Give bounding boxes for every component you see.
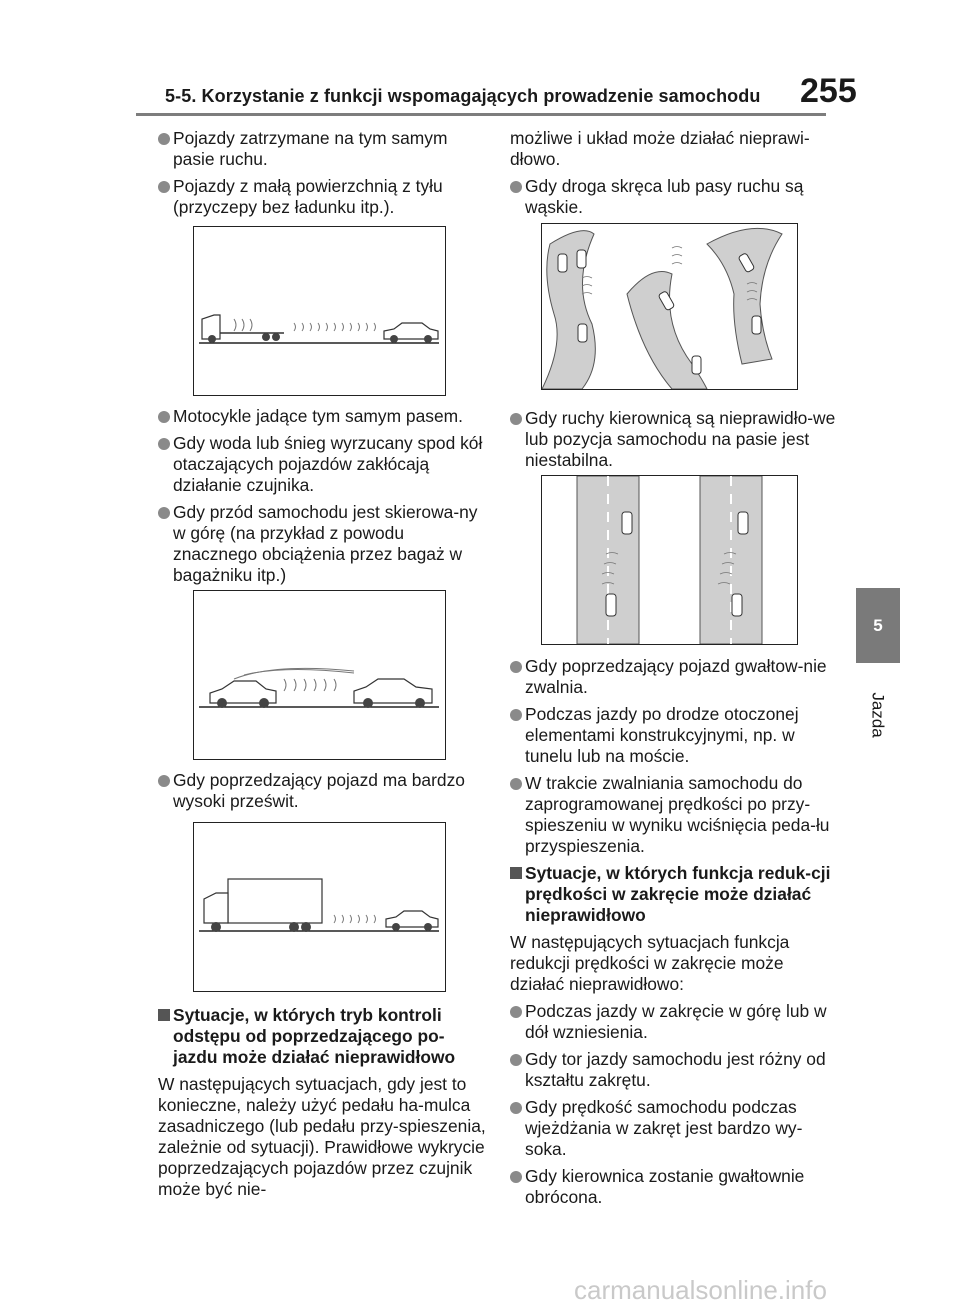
figure-curves bbox=[541, 223, 798, 390]
bullet-item: Gdy ruchy kierownicą są nieprawidło-we lub pozycja samochodu na pasie jest niestabilna. bbox=[510, 408, 840, 471]
bullet-item: Pojazdy z małą powierzchnią z tyłu (przyczepy bez ładunku itp.). bbox=[158, 176, 488, 218]
figure-high-clearance bbox=[193, 822, 446, 992]
section-paragraph: W następujących sytuacjach funkcja redukcji prędkości w zakręcie może działać nieprawidłowo: bbox=[510, 932, 790, 994]
left-bullets-middle bbox=[158, 406, 488, 586]
section-heading: Sytuacje, w których funkcja reduk-cji prędkości w zakręcie może działać nieprawidłowo bbox=[510, 863, 840, 926]
bullet-item: Gdy poprzedzający pojazd gwałtow-nie zwalnia. bbox=[510, 656, 840, 698]
bullet-item: Gdy droga skręca lub pasy ruchu są wąskie. bbox=[510, 176, 840, 218]
figure-unstable-lane bbox=[541, 475, 798, 645]
bullet-item: Gdy woda lub śnieg wyrzucany spod kół otaczających pojazdów zakłócają działanie czujnika. bbox=[158, 433, 488, 496]
bullet-item: Gdy prędkość samochodu podczas wjeżdżania w zakręt jest bardzo wy-soka. bbox=[510, 1097, 840, 1160]
continuation-text: możliwe i układ może działać nieprawi-dłowo. bbox=[510, 128, 810, 169]
bullet-item: Pojazdy zatrzymane na tym samym pasie ruchu. bbox=[158, 128, 488, 170]
bullet-item: Gdy przód samochodu jest skierowa-ny w górę (na przykład z powodu znacznego obciążenia przez bagaż w bagażniku itp.) bbox=[158, 502, 488, 586]
right-top bbox=[510, 128, 840, 218]
chapter-label: Jazda bbox=[869, 692, 888, 738]
section-heading: Sytuacje, w których tryb kontroli odstępu od poprzedzającego po-jazdu może działać nieprawidłowo bbox=[158, 1005, 488, 1068]
left-bullets-top bbox=[158, 128, 488, 218]
figure-trailer bbox=[193, 226, 446, 396]
left-section bbox=[158, 1005, 488, 1200]
right-bullets-3 bbox=[510, 656, 840, 1208]
figure-raised-front bbox=[193, 590, 446, 760]
page-header-title: 5-5. Korzystanie z funkcji wspomagających prowadzenie samochodu bbox=[165, 86, 761, 106]
section-paragraph: W następujących sytuacjach, gdy jest to konieczne, należy użyć pedału ha-mulca zasadniczego (lub pedału przy-spieszenia, zależnie od sytuacji). Prawidłowe wykrycie poprzedzających pojazdów przez czujnik może być nie- bbox=[158, 1074, 486, 1199]
bullet-item: Gdy tor jazdy samochodu jest różny od kształtu zakrętu. bbox=[510, 1049, 840, 1091]
bullet-item: Motocykle jadące tym samym pasem. bbox=[158, 406, 488, 427]
bullet-item: Podczas jazdy po drodze otoczonej elementami konstrukcyjnymi, np. w tunelu lub na moście. bbox=[510, 704, 840, 767]
bullet-item: Gdy kierownica zostanie gwałtownie obrócona. bbox=[510, 1166, 840, 1208]
bullet-item: Podczas jazdy w zakręcie w górę lub w dół wzniesienia. bbox=[510, 1001, 840, 1043]
right-bullets-2 bbox=[510, 408, 840, 471]
header-divider bbox=[136, 113, 826, 116]
footer-watermark: carmanualsonline.info bbox=[574, 1275, 827, 1305]
left-bullets-bottom bbox=[158, 770, 488, 812]
chapter-tab[interactable]: 5 bbox=[856, 588, 900, 663]
bullet-item: W trakcie zwalniania samochodu do zaprogramowanej prędkości po przy-spieszeniu w wyniku wciśnięcia peda-łu przyspieszenia. bbox=[510, 773, 840, 857]
bullet-item: Gdy poprzedzający pojazd ma bardzo wysoki prześwit. bbox=[158, 770, 488, 812]
page-number: 255 bbox=[800, 72, 857, 110]
